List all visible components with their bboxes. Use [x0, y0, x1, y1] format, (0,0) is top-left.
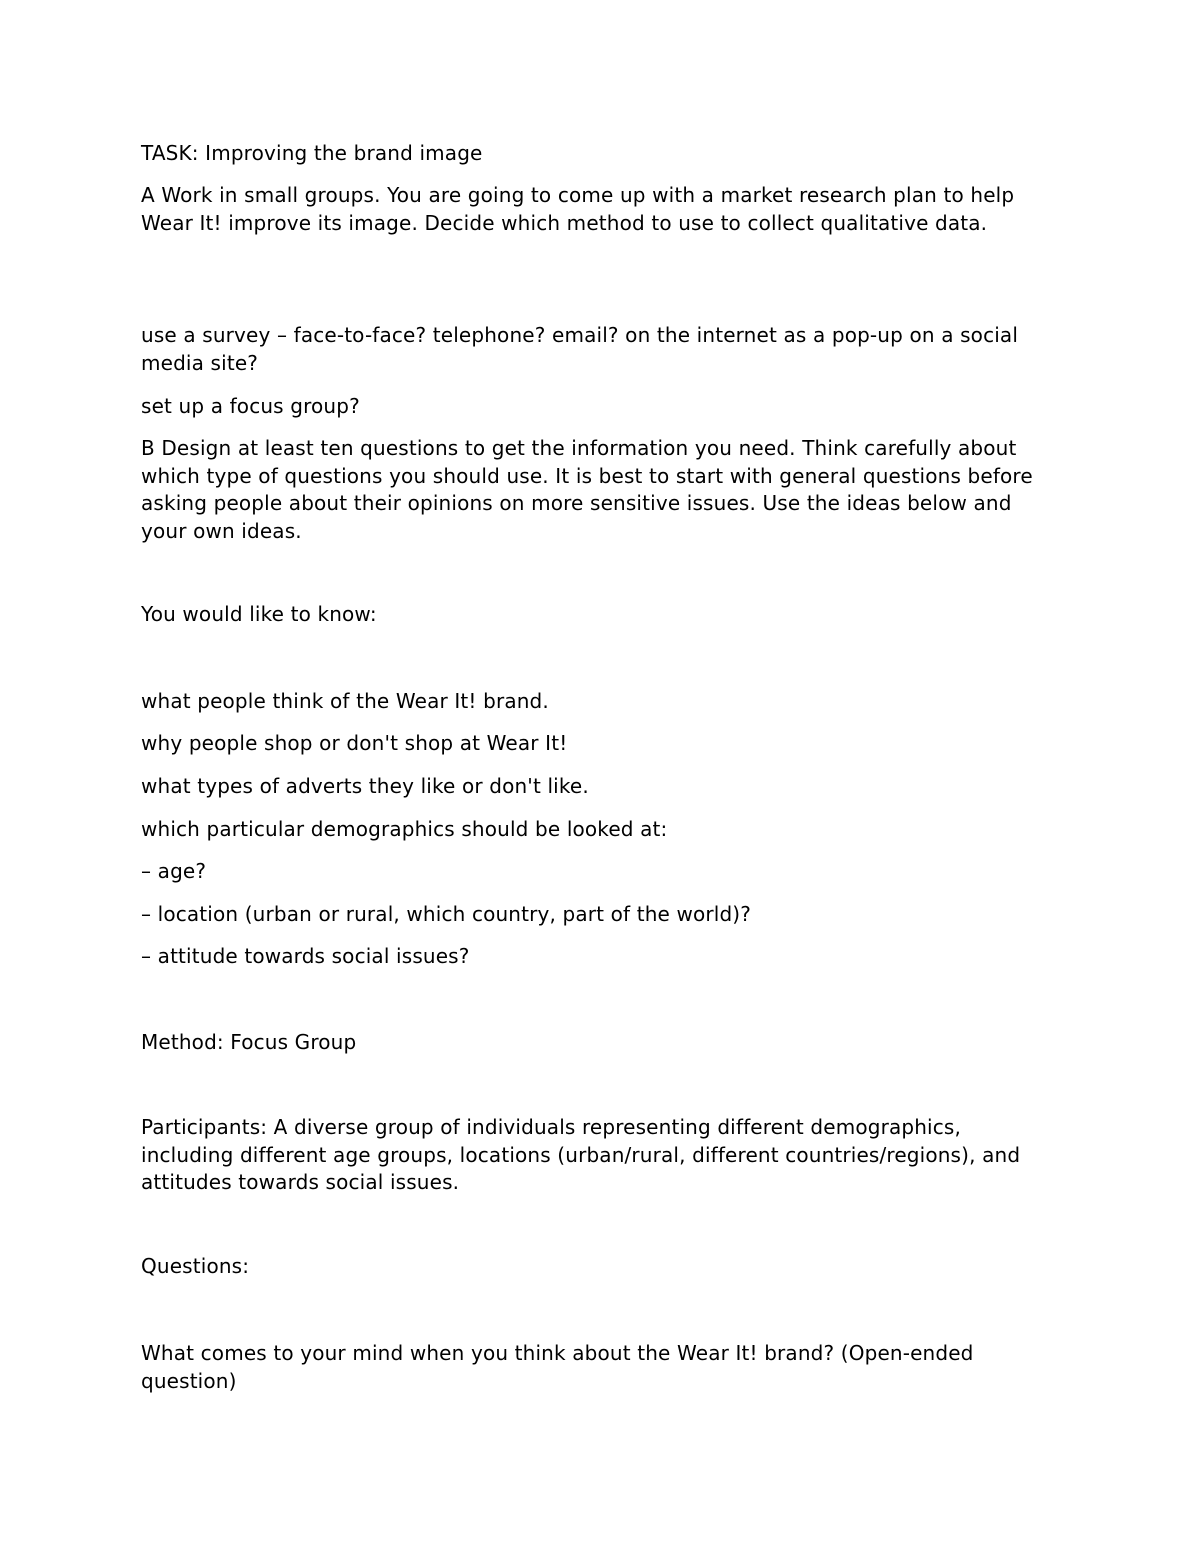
task-title: TASK: Improving the brand image — [141, 141, 483, 165]
know-heading: You would like to know: — [141, 602, 377, 626]
option-focus-group: set up a focus group? — [141, 394, 360, 418]
know-item: what types of adverts they like or don't like. — [141, 774, 589, 798]
know-item: – location (urban or rural, which country, part of the world)? — [141, 902, 752, 926]
know-item: which particular demographics should be looked at: — [141, 817, 668, 841]
participants-paragraph: Participants: A diverse group of individuals representing different demographics, including different age groups, locations (urban/rural, different countries/regions), and attitudes towards social issues. — [141, 1115, 1021, 1194]
task-b-instructions: B Design at least ten questions to get the information you need. Think carefully about which type of questions you should use. It is best to start with general questions before asking people about their opinions on more sensitive issues. Use the ideas below and your own ideas. — [141, 436, 1033, 543]
know-item: – age? — [141, 859, 207, 883]
questions-heading: Questions: — [141, 1254, 250, 1278]
question-item: What comes to your mind when you think about the Wear It! brand? (Open-ended question) — [141, 1341, 974, 1393]
method-line: Method: Focus Group — [141, 1030, 357, 1054]
know-item: what people think of the Wear It! brand. — [141, 689, 549, 713]
task-a-instructions: A Work in small groups. You are going to come up with a market research plan to help Wear It! improve its image. Decide which method to use to collect qualitative data. — [141, 183, 1015, 235]
know-item: why people shop or don't shop at Wear It! — [141, 731, 568, 755]
option-survey: use a survey – face-to-face? telephone? email? on the internet as a pop-up on a social media site? — [141, 323, 1019, 375]
know-item: – attitude towards social issues? — [141, 944, 470, 968]
